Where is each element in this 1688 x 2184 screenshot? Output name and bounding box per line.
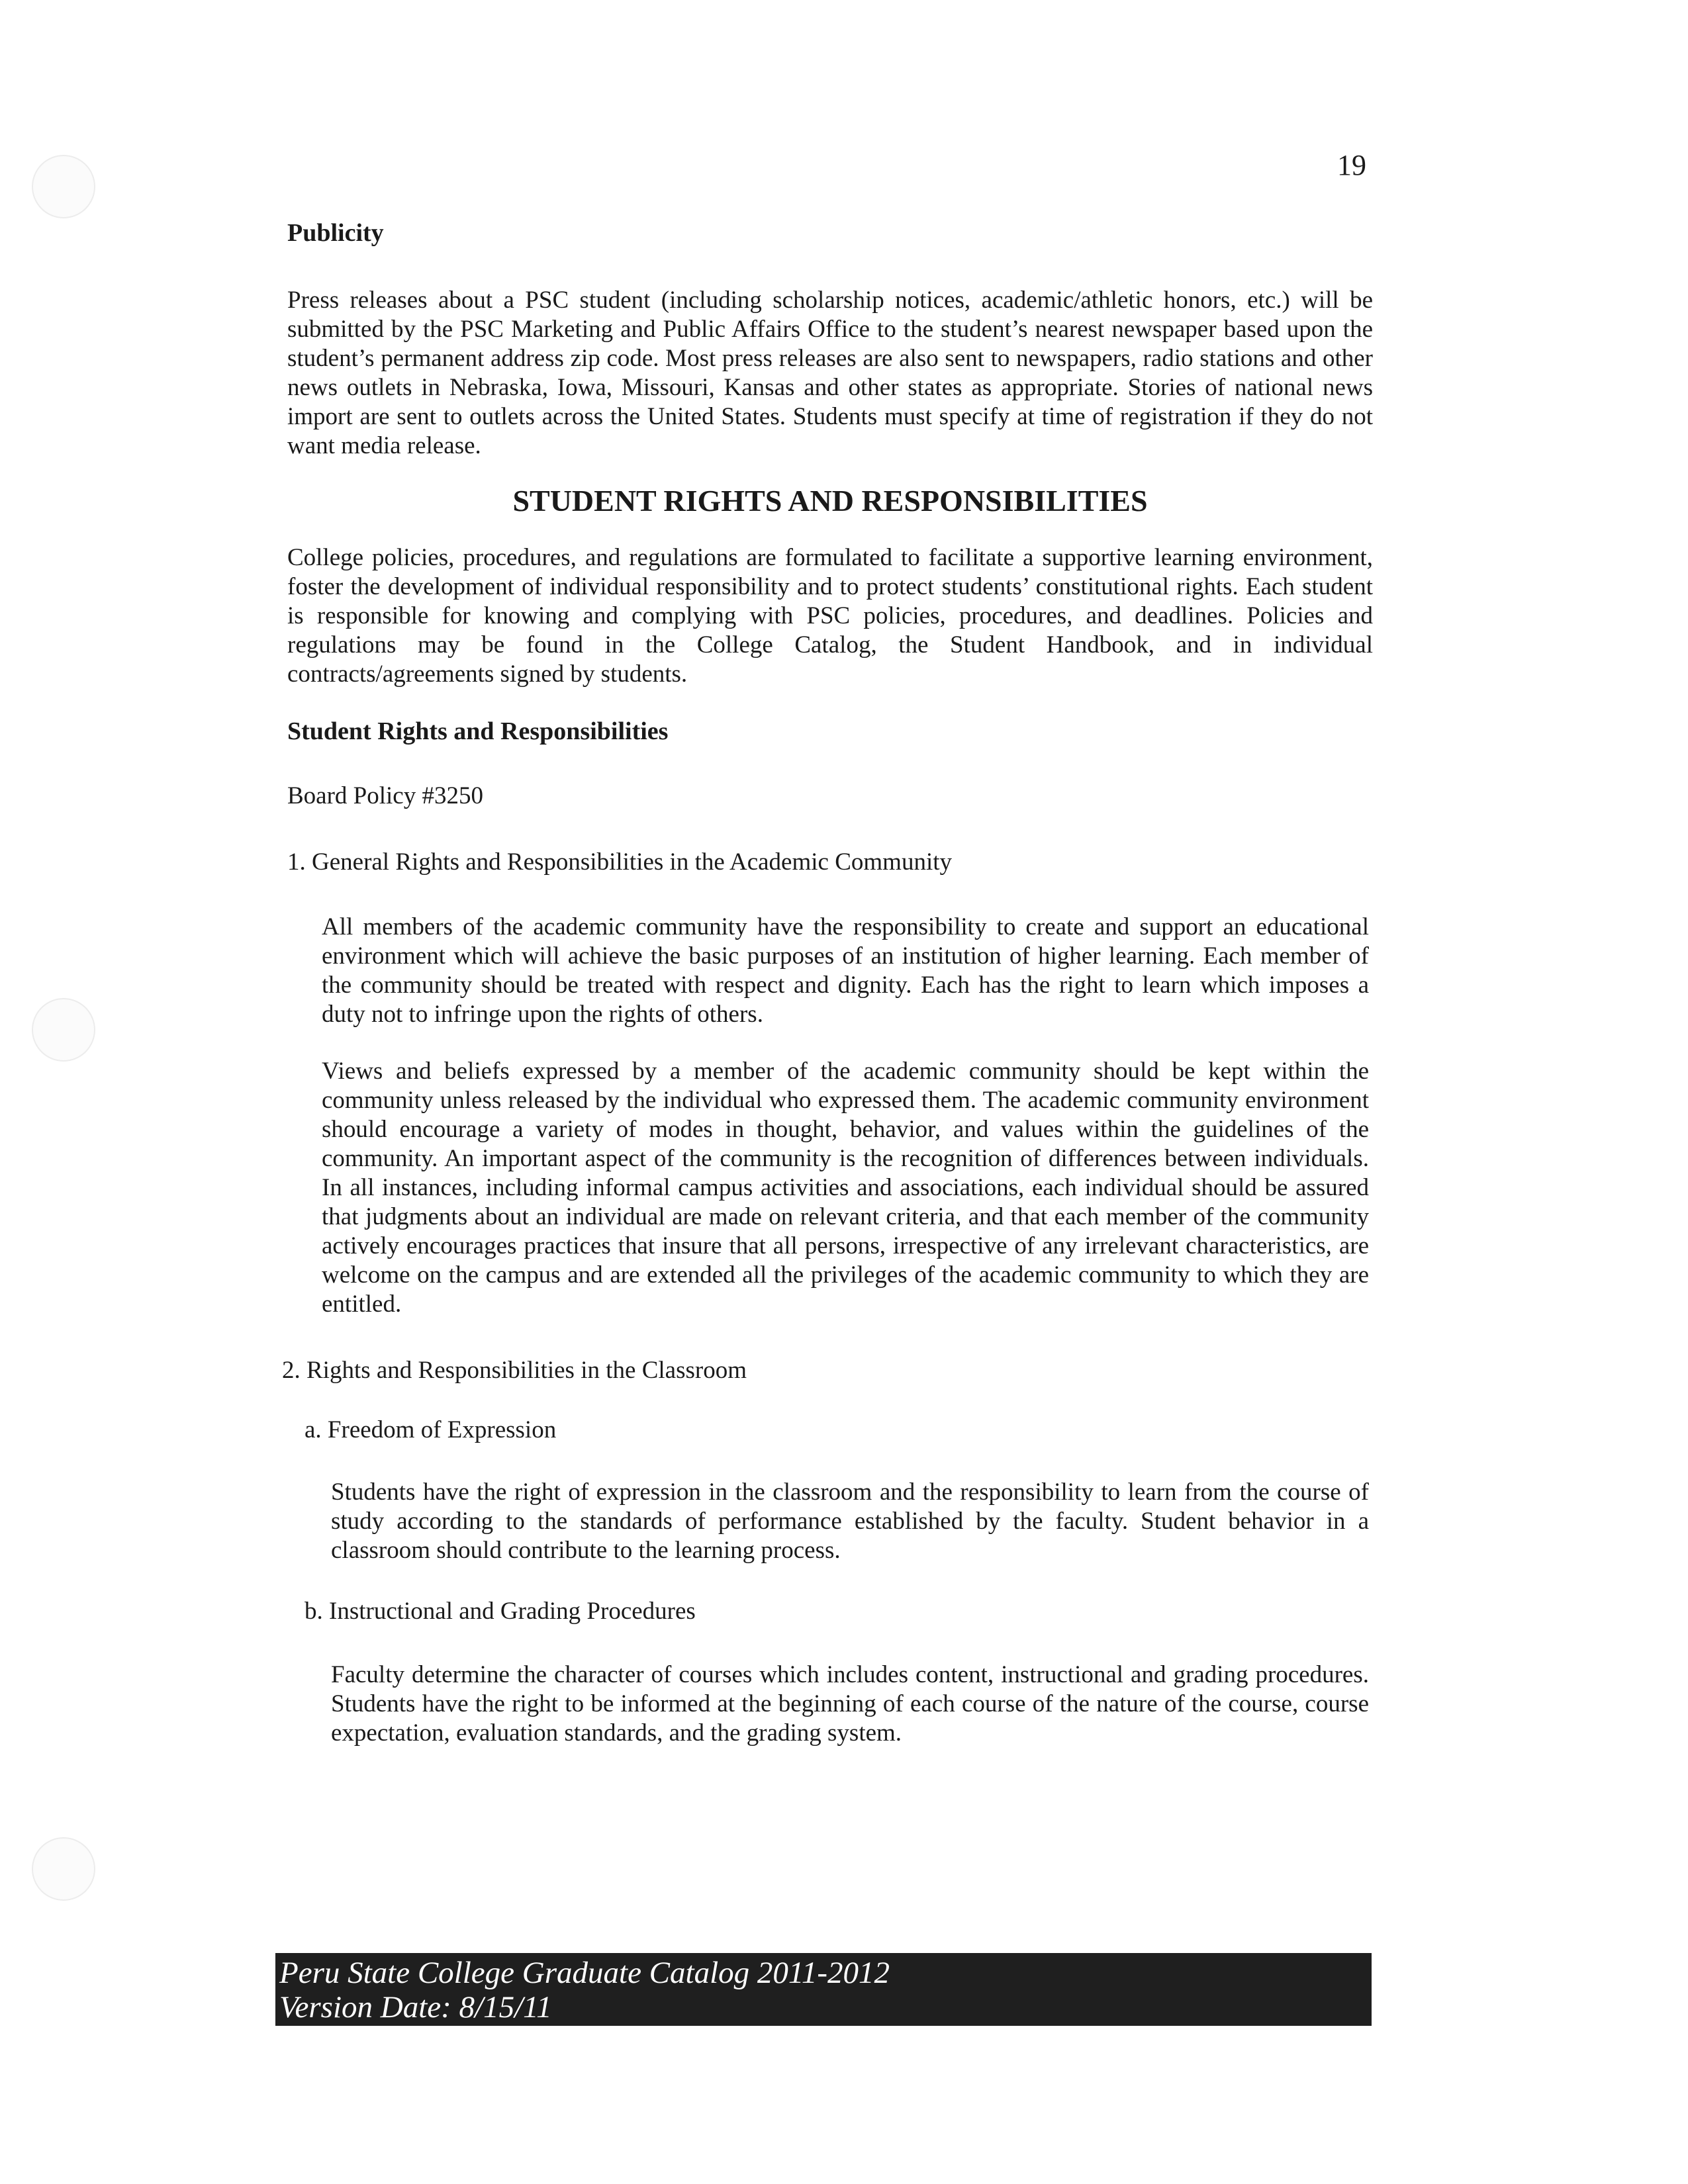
student-rights-subheading: Student Rights and Responsibilities (287, 717, 669, 745)
catalog-footer-banner (275, 1953, 1372, 2026)
freedom-of-expression-title: a. Freedom of Expression (305, 1416, 557, 1443)
board-policy: Board Policy #3250 (287, 782, 483, 809)
binder-hole-top (32, 155, 95, 218)
publicity-heading: Publicity (287, 219, 384, 247)
student-rights-heading: STUDENT RIGHTS AND RESPONSIBILITIES (512, 484, 1148, 518)
section1-title: 1. General Rights and Responsibilities in the Academic Community (287, 848, 953, 876)
binder-hole-middle (32, 998, 95, 1062)
freedom-of-expression-text: Students have the right of expression in the classroom and the responsibility to learn from the course of study according to the standards of performance established by the faculty. Student behavior in a classroom should contribute to the learning process. (331, 1479, 1369, 1564)
grading-procedures-text: Faculty determine the character of courses which includes content, instructional and grading procedures. Students have the right to be informed at the beginning of each course of the nature of the course, course expectation, evaluation standards, and the grading system. (331, 1661, 1369, 1747)
footer-version-date: Version Date: 8/15/11 (279, 1990, 552, 2025)
section1-paragraph1: All members of the academic community have the responsibility to create and support an educational environment which will achieve the basic purposes of an institution of higher learning. Each member of the community should be treated with respect and dignity. Each has the right to learn which imposes a duty not to infringe upon the rights of others. (322, 913, 1369, 1028)
binder-hole-bottom (32, 1837, 95, 1901)
grading-procedures-title: b. Instructional and Grading Procedures (305, 1598, 696, 1625)
student-rights-intro: College policies, procedures, and regulations are formulated to facilitate a supportive learning environment, foster the development of individual responsibility and to protect students’ constitutional rights. Each student is responsible for knowing and complying with PSC policies, procedures, and deadlines. Policies and regulations may be found in the College Catalog, the Student Handbook, and in individual contracts/agreements signed by students. (287, 544, 1373, 688)
section1-paragraph2: Views and beliefs expressed by a member of the academic community should be kept within the community unless released by the individual who expressed them. The academic community environment should encourage a variety of modes in thought, behavior, and values within the guidelines of the community. An important aspect of the community is the recognition of differences between individuals. In all instances, including informal campus activities and associations, each individual should be assured that judgments about an individual are made on relevant criteria, and that each member of the community actively encourages practices that insure that all persons, irrespective of any irrelevant characteristics, are welcome on the campus and are extended all the privileges of the academic community to which they are entitled. (322, 1058, 1369, 1318)
publicity-paragraph: Press releases about a PSC student (including scholarship notices, academic/athletic honors, etc.) will be submitted by the PSC Marketing and Public Affairs Office to the student’s nearest newspaper based upon the student’s permanent address zip code. Most press releases are also sent to newspapers, radio stations and other news outlets in Nebraska, Iowa, Missouri, Kansas and other states as appropriate. Stories of national news import are sent to outlets across the United States. Students must specify at time of registration if they do not want media release. (287, 287, 1373, 459)
page-number: 19 (1337, 149, 1366, 181)
page-body (282, 218, 1373, 1748)
section2-title: 2. Rights and Responsibilities in the Classroom (282, 1357, 747, 1384)
footer-catalog-title: Peru State College Graduate Catalog 2011-2012 (279, 1956, 890, 1990)
